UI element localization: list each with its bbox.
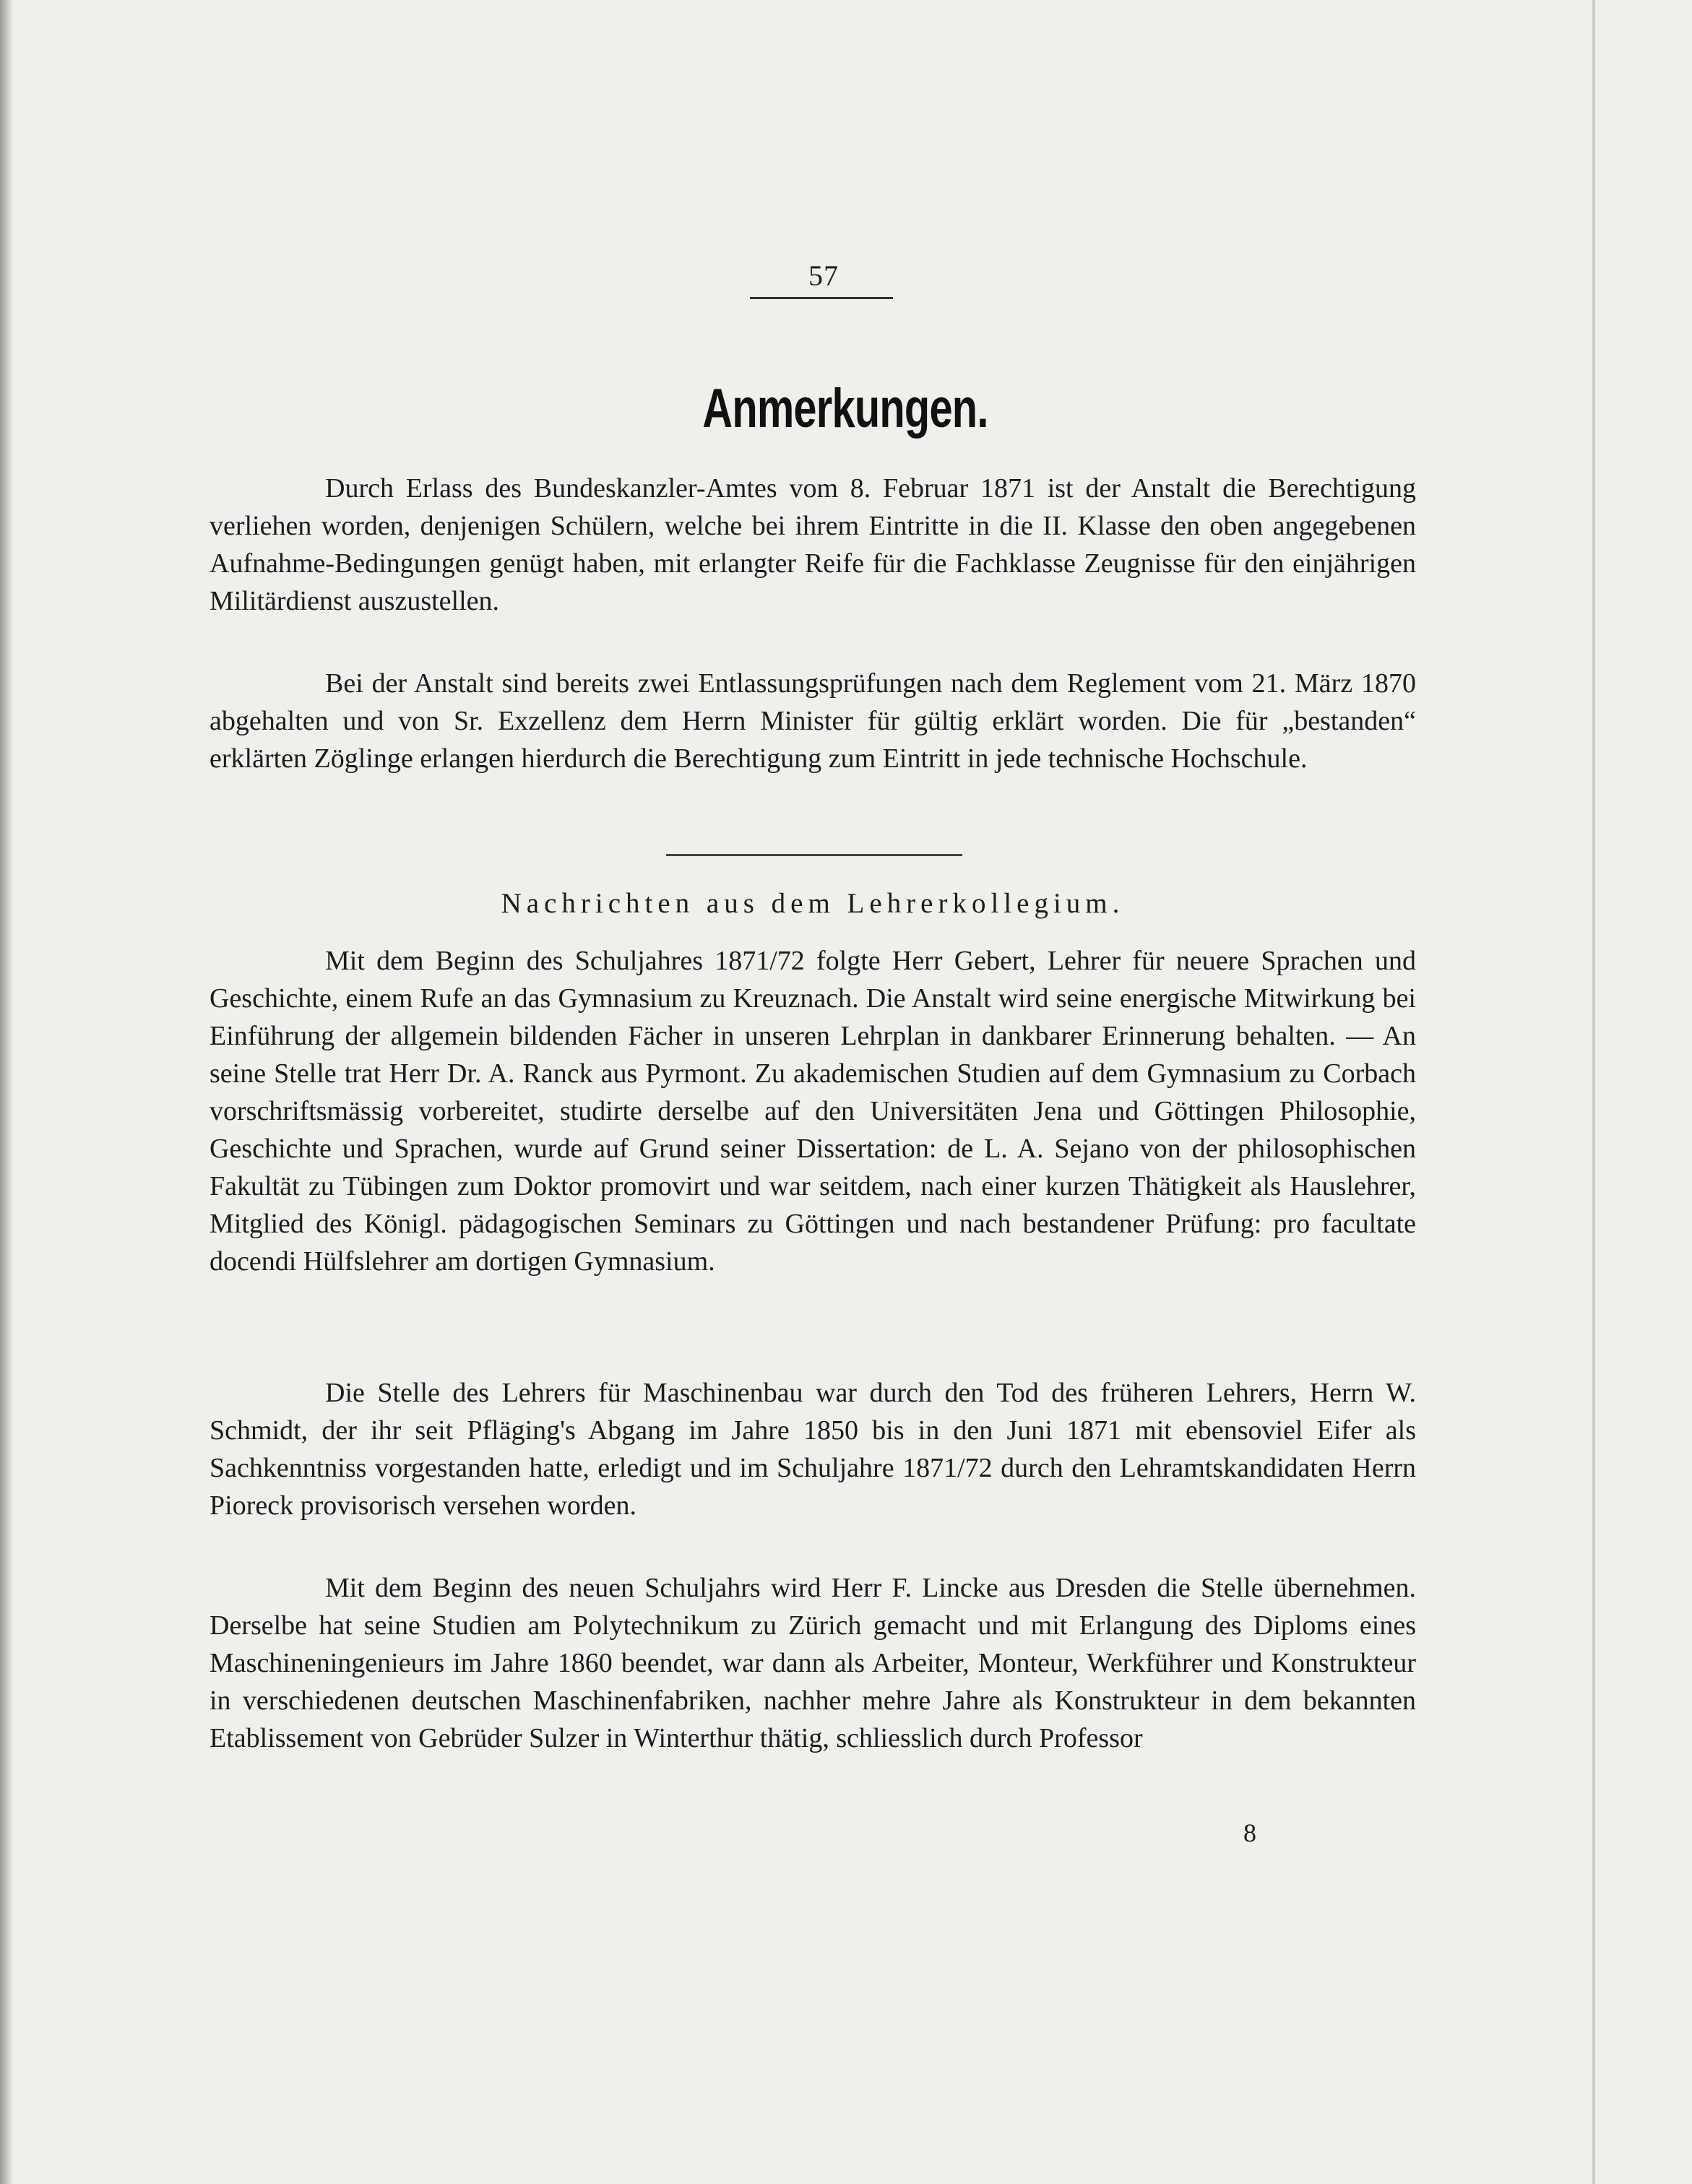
paragraph-text: Durch Erlass des Bundeskanzler-Amtes vom 8. Februar 1871 ist der Anstalt die Berechtigung verliehen worden, denjenigen Schülern, welche bei ihrem Eintritte in die II. Klasse den oben angegebenen Aufnahme-Bedingungen genügt haben, mit erlangter Reife für die Fachklasse Zeugnisse für den einjährigen Militärdienst auszustellen. — [210, 473, 1416, 616]
staff-paragraph-2 — [210, 1374, 1416, 1524]
section-divider — [666, 854, 962, 856]
section-heading: Nachrichten aus dem Lehrerkollegium. — [501, 888, 1125, 919]
paragraph-text: Bei der Anstalt sind bereits zwei Entlassungsprüfungen nach dem Reglement vom 21. März 1870 abgehalten und von Sr. Exzellenz dem Herrn Minister für gültig erklärt worden. Die für „bestanden“ erklärten Zöglinge erlangen hierdurch die Berechtigung zum Eintritt in jede technische Hochschule. — [210, 668, 1416, 774]
page-number: 57 — [808, 259, 839, 292]
paragraph-text: Die Stelle des Lehrers für Maschinenbau war durch den Tod des früheren Lehrers, Herrn W. Schmidt, der ihr seit Pfläging's Abgang im Jahre 1850 bis in den Juni 1871 mit ebensoviel Eifer als Sachkenntniss vorgestanden hatte, erledigt und im Schuljahre 1871/72 durch den Lehramtskandidaten Herrn Pioreck provisorisch versehen worden. — [210, 1378, 1416, 1521]
page-fold-line — [1592, 0, 1595, 2184]
page-number-rule — [750, 297, 893, 299]
notes-paragraph-1 — [210, 470, 1416, 620]
paragraph-text: Mit dem Beginn des Schuljahres 1871/72 folgte Herr Gebert, Lehrer für neuere Sprachen und Geschichte, einem Rufe an das Gymnasium zu Kreuznach. Die Anstalt wird seine energische Mitwirkung bei Einführung der allgemein bildenden Fächer in unseren Lehrplan in dankbarer Erinnerung behalten. — An seine Stelle trat Herr Dr. A. Ranck aus Pyrmont. Zu akademischen Studien auf dem Gymnasium zu Corbach vorschriftsmässig vorbereitet, studirte derselbe auf den Universitäten Jena und Göttingen Philosophie, Geschichte und Sprachen, wurde auf Grund seiner Dissertation: de L. A. Sejano von der philosophischen Fakultät zu Tübingen zum Doktor promovirt und war seitdem, nach einer kurzen Thätigkeit als Hauslehrer, Mitglied des Königl. pädagogischen Seminars zu Göttingen und nach bestandener Prüfung: pro facultate docendi Hülfslehrer am dortigen Gymnasium. — [210, 946, 1416, 1277]
paragraph-text: Mit dem Beginn des neuen Schuljahrs wird Herr F. Lincke aus Dresden die Stelle übernehmen. Derselbe hat seine Studien am Polytechnikum zu Zürich gemacht und mit Erlangung des Diploms eines Maschineningenieurs im Jahre 1860 beendet, war dann als Arbeiter, Monteur, Werkführer und Konstrukteur in verschiedenen deutschen Maschinenfabriken, nachher mehre Jahre als Konstrukteur in dem bekannten Etablissement von Gebrüder Sulzer in Winterthur thätig, schliesslich durch Professor — [210, 1573, 1416, 1753]
staff-paragraph-3 — [210, 1569, 1416, 1757]
staff-paragraph-1 — [210, 942, 1416, 1280]
scan-edge — [0, 0, 13, 2184]
signature-mark: 8 — [1243, 1818, 1256, 1847]
page-heading: Anmerkungen. — [702, 378, 988, 439]
notes-paragraph-2 — [210, 665, 1416, 777]
